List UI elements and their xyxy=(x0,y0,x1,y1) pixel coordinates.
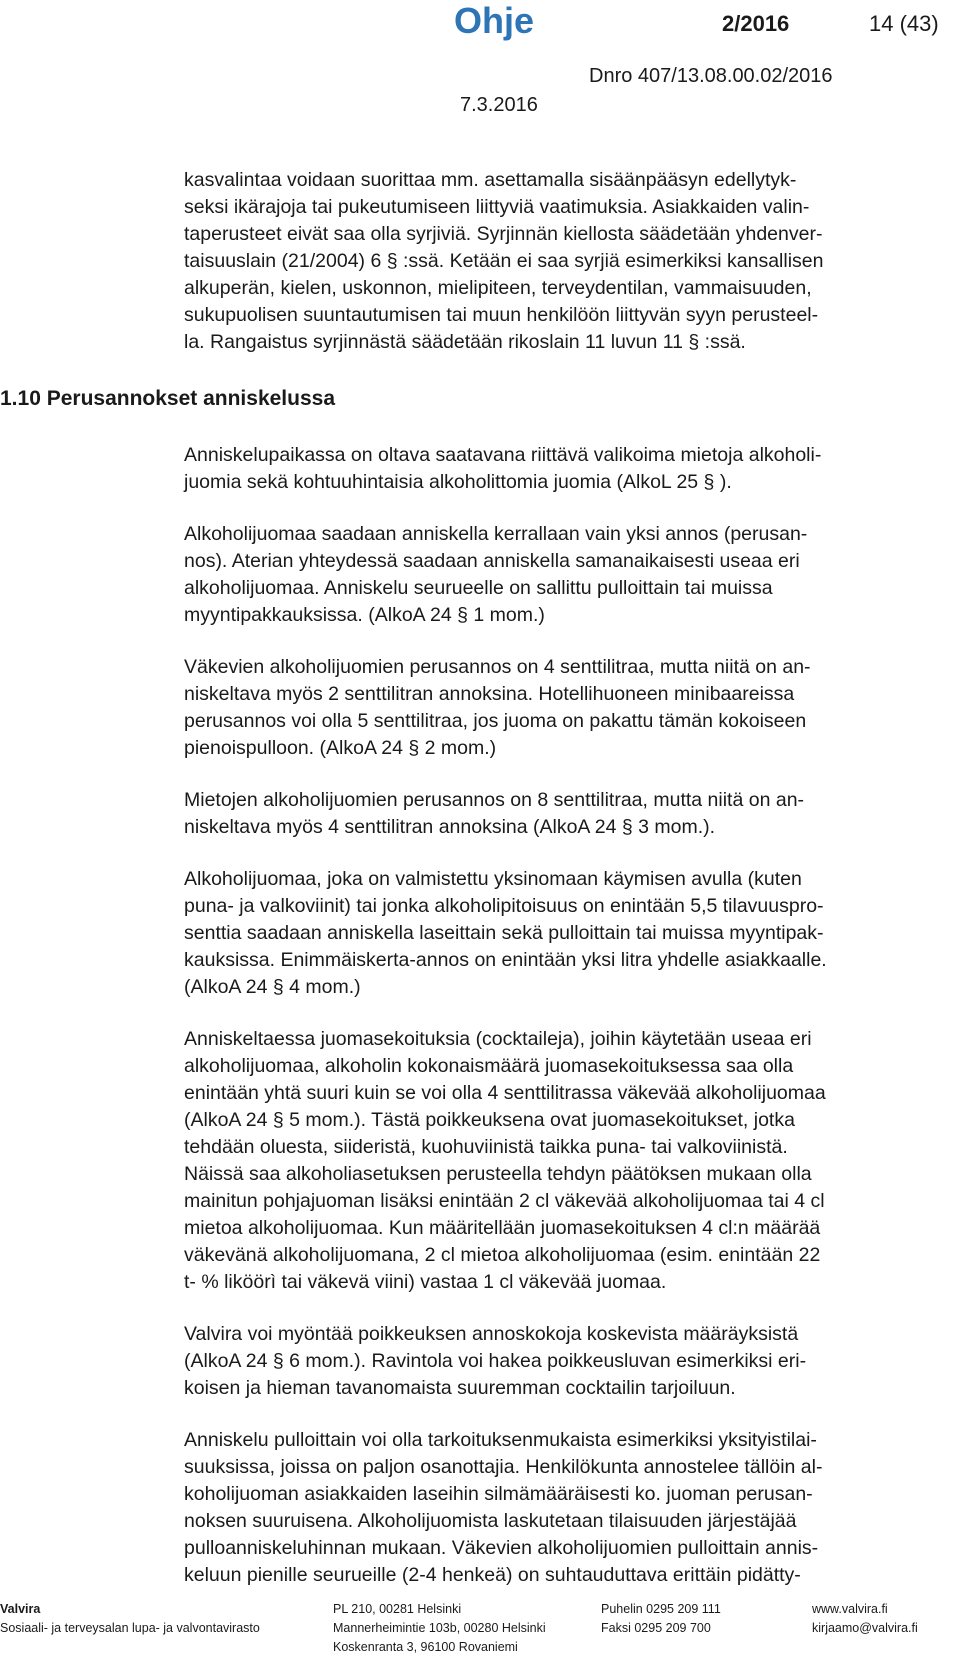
body-line: mietoa alkoholijuomaa. Kun määritellään juomasekoituksen 4 cl:n määrää xyxy=(184,1217,821,1239)
document-reference: Dnro 407/13.08.00.02/2016 xyxy=(589,65,833,87)
footer-org-full: Sosiaali- ja terveysalan lupa- ja valvontavirasto xyxy=(0,1621,260,1635)
body-line: (AlkoA 24 § 5 mom.). Tästä poikkeuksena ovat juomasekoitukset, jotka xyxy=(184,1109,795,1131)
body-line: pulloanniskeluhinnan mukaan. Väkevien alkoholijuomien pulloittain annis- xyxy=(184,1537,819,1559)
body-line: väkevänä alkoholijuomana, 2 cl mietoa alkoholijuomaa (esim. enintään 22 xyxy=(184,1244,821,1266)
footer-fax: Faksi 0295 209 700 xyxy=(601,1621,711,1635)
body-line: alkoholijuomaa. Anniskelu seurueelle on sallittu pulloittain tai muissa xyxy=(184,577,773,599)
body-line: Alkoholijuomaa saadaan anniskella kerrallaan vain yksi annos (perusan- xyxy=(184,523,808,545)
body-line: t- % liköörì tai väkevä viini) vastaa 1 cl väkevää juomaa. xyxy=(184,1271,667,1293)
body-line: seksi ikärajoja tai pukeutumiseen liittyviä vaatimuksia. Asiakkaiden valin- xyxy=(184,196,810,218)
body-line: enintään yhtä suuri kuin se voi olla 4 senttilitrassa väkevää alkoholijuomaa xyxy=(184,1082,826,1104)
body-line: pienoispulloon. (AlkoA 24 § 2 mom.) xyxy=(184,737,497,759)
body-line: niskeltava myös 2 senttilitran annoksina. Hotellihuoneen minibaareissa xyxy=(184,683,795,705)
page-number: 14 (43) xyxy=(869,11,939,36)
body-line: Anniskelupaikassa on oltava saatavana riittävä valikoima mietoja alkoholi- xyxy=(184,444,822,466)
body-line: taisuuslain (21/2004) 6 § :ssä. Ketään ei saa syrjiä esimerkiksi kansallisen xyxy=(184,250,824,272)
footer-org: Valvira xyxy=(0,1602,41,1616)
body-line: senttia saadaan anniskella laseittain sekä pulloittain tai muissa myyntipak- xyxy=(184,922,824,944)
body-line: juomia sekä kohtuuhintaisia alkoholittomia juomia (AlkoL 25 § ). xyxy=(184,471,732,493)
footer-phone: Puhelin 0295 209 111 xyxy=(601,1602,721,1616)
footer-web-link[interactable]: www.valvira.fi xyxy=(812,1602,888,1616)
body-line: (AlkoA 24 § 6 mom.). Ravintola voi hakea poikkeusluvan esimerkiksi eri- xyxy=(184,1350,807,1372)
body-line: kauksissa. Enimmäiskerta-annos on enintään yksi litra yhdelle asiakkaalle. xyxy=(184,949,827,971)
body-line: taperusteet eivät saa olla syrjiviä. Syrjinnän kiellosta säädetään yhdenver- xyxy=(184,223,823,245)
body-line: keluun pienille seurueille (2-4 henkeä) on suhtauduttava erittäin pidätty- xyxy=(184,1564,801,1586)
body-line: (AlkoA 24 § 4 mom.) xyxy=(184,976,361,998)
body-line: Väkevien alkoholijuomien perusannos on 4 senttilitraa, mutta niitä on an- xyxy=(184,656,811,678)
body-line: niskeltava myös 4 senttilitran annoksina (AlkoA 24 § 3 mom.). xyxy=(184,816,716,838)
body-line: Näissä saa alkoholiasetuksen perusteella tehdyn päätöksen mukaan olla xyxy=(184,1163,812,1185)
document-title: Ohje xyxy=(454,0,535,41)
body-line: myyntipakkauksissa. (AlkoA 24 § 1 mom.) xyxy=(184,604,545,626)
body-line: koholijuoman asiakkaiden laseihin silmämääräisesti ko. juoman perusan- xyxy=(184,1483,813,1505)
section-heading: 1.10 Perusannokset anniskelussa xyxy=(0,387,336,410)
body-line: Mietojen alkoholijuomien perusannos on 8 senttilitraa, mutta niitä on an- xyxy=(184,789,805,811)
body-line: alkuperän, kielen, uskonnon, mielipiteen, terveydentilan, vammaisuuden, xyxy=(184,277,812,299)
body-line: perusannos voi olla 5 senttilitraa, jos juoma on pakattu tämän kokoiseen xyxy=(184,710,807,732)
body-line: Anniskeltaessa juomasekoituksia (cocktaileja), joihin käytetään useaa eri xyxy=(184,1028,812,1050)
footer-address: Mannerheimintie 103b, 00280 Helsinki xyxy=(333,1621,546,1635)
body-line: noksen suuruisena. Alkoholijuomista laskutetaan tilaisuuden järjestäjää xyxy=(184,1510,797,1532)
body-line: tehdään oluesta, siideristä, kuohuviinistä taikka puna- tai valkoviinistä. xyxy=(184,1136,788,1158)
footer-address: Koskenranta 3, 96100 Rovaniemi xyxy=(333,1640,518,1654)
body-line: alkoholijuomaa, alkoholin kokonaismäärä juomasekoituksessa saa olla xyxy=(184,1055,794,1077)
body-line: suuksissa, joissa on paljon osanottajia. Henkilökunta annostelee tällöin al- xyxy=(184,1456,823,1478)
body-line: mainitun pohjajuoman lisäksi enintään 2 cl väkevää alkoholijuomaa tai 4 cl xyxy=(184,1190,825,1212)
body-line: Alkoholijuomaa, joka on valmistettu yksinomaan käymisen avulla (kuten xyxy=(184,868,802,890)
footer-email-link[interactable]: kirjaamo@valvira.fi xyxy=(812,1621,918,1635)
body-line: Valvira voi myöntää poikkeuksen annoskokoja koskevista määräyksistä xyxy=(184,1323,799,1345)
issue-number: 2/2016 xyxy=(722,11,790,36)
body-line: la. Rangaistus syrjinnästä säädetään rikoslain 11 luvun 11 § :ssä. xyxy=(184,331,746,353)
footer-address: PL 210, 00281 Helsinki xyxy=(333,1602,462,1616)
body-line: koisen ja hieman tavanomaista suuremman cocktailin tarjoiluun. xyxy=(184,1377,736,1399)
body-line: nos). Aterian yhteydessä saadaan anniskella samanaikaisesti useaa eri xyxy=(184,550,800,572)
body-line: kasvalintaa voidaan suorittaa mm. asettamalla sisäänpääsyn edellytyk- xyxy=(184,169,797,191)
body-line: puna- ja valkoviinit) tai jonka alkoholipitoisuus on enintään 5,5 tilavuuspro- xyxy=(184,895,824,917)
body-line: sukupuolisen suuntautumisen tai muun henkilöön liittyvän syyn perusteel- xyxy=(184,304,819,326)
document-date: 7.3.2016 xyxy=(460,94,538,116)
body-line: Anniskelu pulloittain voi olla tarkoituksenmukaista esimerkiksi yksityistilai- xyxy=(184,1429,817,1451)
